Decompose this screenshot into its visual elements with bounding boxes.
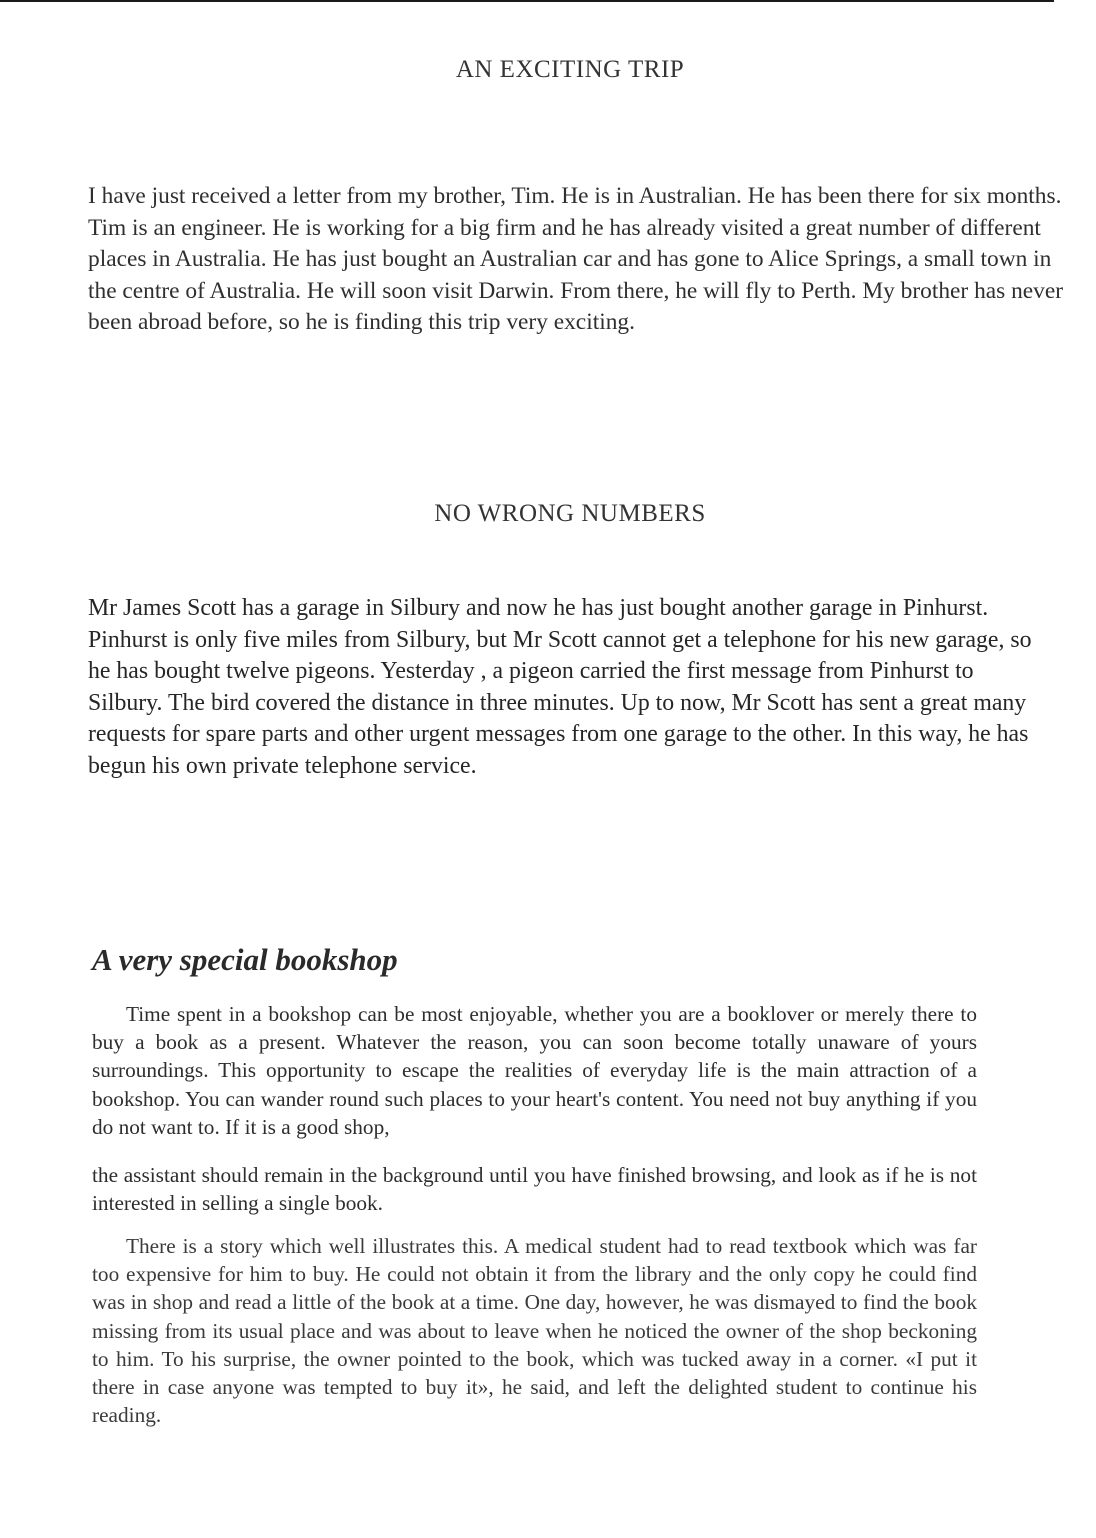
story-title-no-wrong-numbers: NO WRONG NUMBERS (434, 500, 706, 527)
bookshop-paragraph-3: There is a story which well illustrates this. A medical student had to read textbook which was far too expensive for him to buy. He could not obtain it from the library and the only copy he could find was in shop and read a little of the book at a time. One day, however, he was dismayed to find the book missing from its usual place and was about to leave when he noticed the owner of the shop beckoning to him. To his surprise, the owner pointed to the book, which was tucked away in a corner. «I put it there in case anyone was tempted to buy it», he said, and left the delighted student to continue his reading. (92, 1234, 977, 1428)
story-title-bookshop: A very special bookshop (92, 942, 398, 977)
story-text-no-wrong-numbers: Mr James Scott has a garage in Silbury and now he has just bought another garage in Pinhurst. Pinhurst is only five miles from Silbury, but Mr Scott cannot get a telephone for his new garage, so he has bought twelve pigeons. Yesterday , a pigeon carried the first message from Pinhurst to Silbury. The bird covered the distance in three minutes. Up to now, Mr Scott has sent a great many requests for spare parts and other urgent messages from one garage to the other. In this way, he has begun his own private telephone service. (88, 595, 1032, 779)
story-title-exciting-trip: AN EXCITING TRIP (455, 56, 685, 83)
bookshop-paragraph-1: Time spent in a bookshop can be most enjoyable, whether you are a booklover or merely there to buy a book as a present. Whatever the reason, you can soon become totally unaware of yours surroundings. This opportunity to escape the realities of everyday life is the main attraction of a bookshop. You can wander round such places to your heart's content. You need not buy anything if you do not want to. If it is a good shop, (92, 1002, 977, 1139)
bookshop-paragraph-2: the assistant should remain in the background until you have finished browsing, and look as if he is not interested in selling a single book. (92, 1163, 977, 1216)
story-text-exciting-trip: I have just received a letter from my brother, Tim. He is in Australian. He has been there for six months. Tim is an engineer. He is working for a big firm and he has already visited a great number of different places in Australia. He has just bought an Australian car and has gone to Alice Springs, a small town in the centre of Australia. He will soon visit Darwin. From there, he will fly to Perth. My brother has never been abroad before, so he is finding this trip very exciting. (88, 183, 1064, 336)
top-rule (0, 0, 1054, 2)
